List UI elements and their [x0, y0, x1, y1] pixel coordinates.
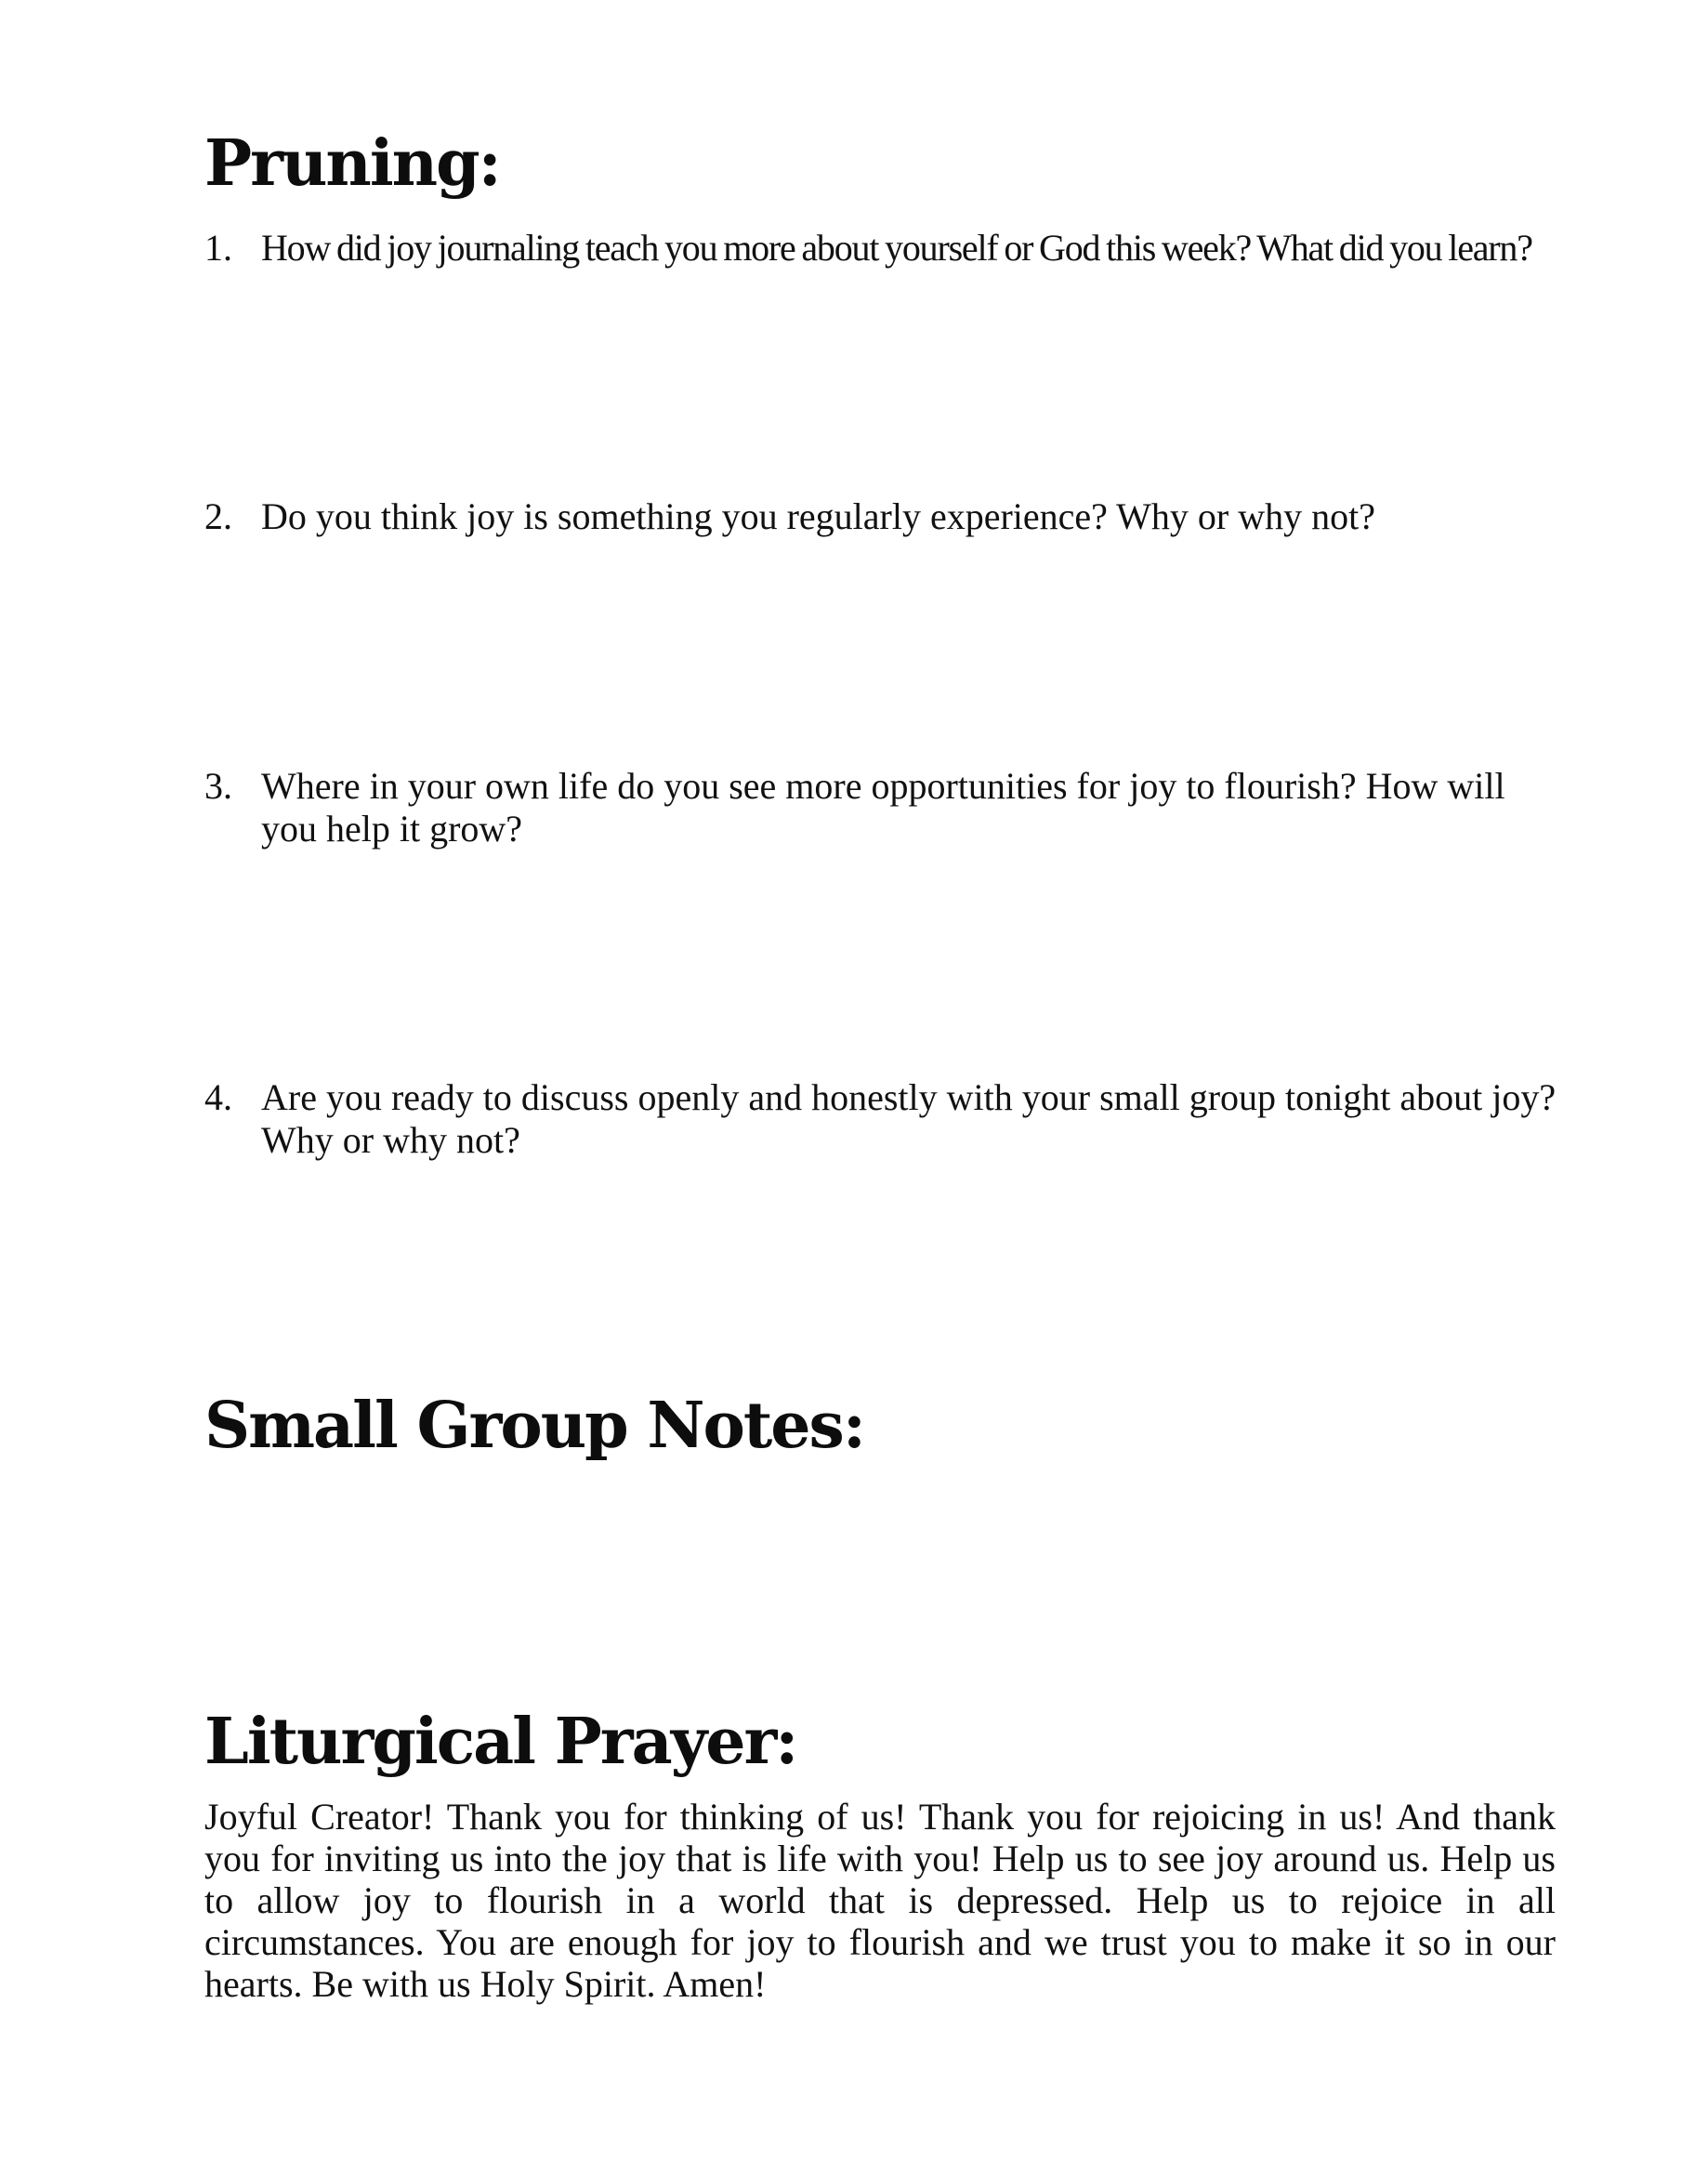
- small-group-notes-heading: Small Group Notes:: [204, 1389, 864, 1463]
- question-number: 4.: [204, 1076, 232, 1118]
- pruning-heading: Pruning:: [204, 126, 500, 201]
- question-text: How did joy journaling teach you more about yourself or God this week? What did you learn?: [261, 227, 1532, 269]
- question-text: Do you think joy is something you regularly experience? Why or why not?: [261, 495, 1376, 537]
- prayer-text: Joyful Creator! Thank you for thinking of us! Thank you for rejoicing in us! And thank you for inviting us into the joy that is life with you! Help us to see joy around us. Help us to allow joy to flourish in a world that is depressed. Help us to rejoice in all circumstances. You are enough for joy to flourish and we trust you to make it so in our hearts. Be with us Holy Spirit. Amen!: [204, 1796, 1556, 2005]
- question-text: Where in your own life do you see more opportunities for joy to flourish? How will you help it grow?: [261, 765, 1505, 850]
- question-1: [204, 227, 1561, 270]
- question-number: 2.: [204, 495, 232, 537]
- question-2: [204, 495, 1561, 538]
- question-text: Are you ready to discuss openly and honestly with your small group tonight about joy? Why or why not?: [261, 1076, 1557, 1161]
- question-4: [204, 1076, 1561, 1162]
- question-number: 3.: [204, 765, 232, 807]
- liturgical-prayer-heading: Liturgical Prayer:: [204, 1705, 797, 1779]
- question-number: 1.: [204, 227, 232, 269]
- question-3: [204, 765, 1561, 850]
